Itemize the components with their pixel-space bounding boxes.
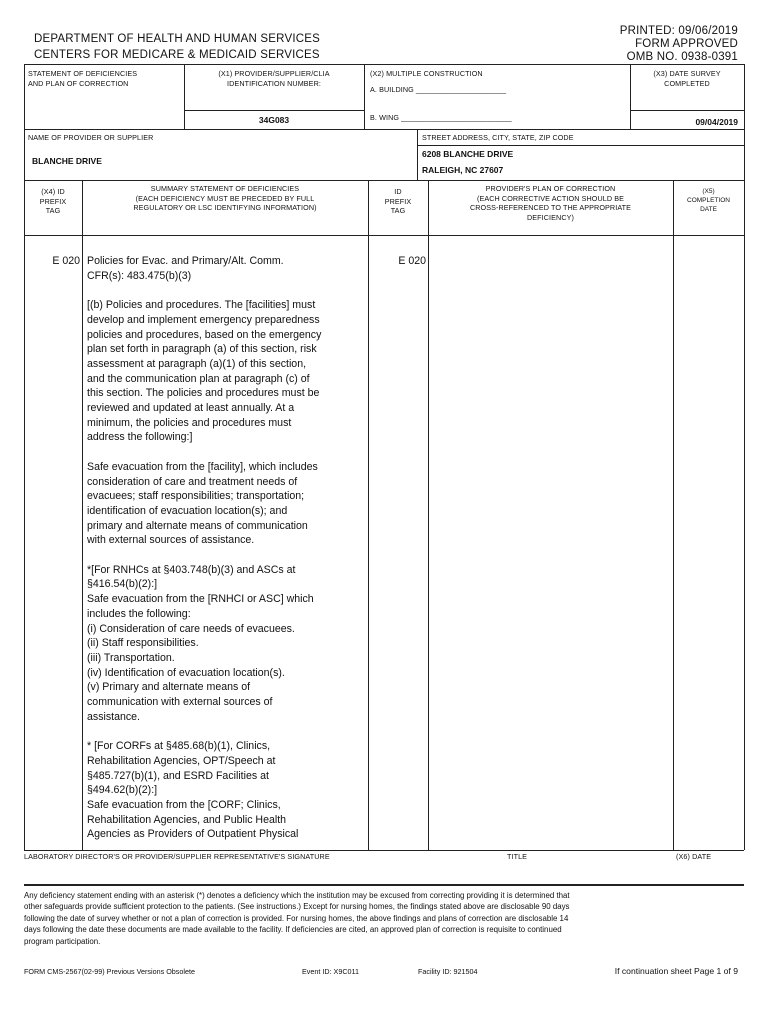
right-prefix-tag: E 020 xyxy=(398,255,426,267)
facility-id: Facility ID: 921504 xyxy=(418,967,478,976)
rule-address-label xyxy=(417,145,744,146)
date-survey-value: 09/04/2019 xyxy=(695,117,738,127)
printed-date: PRINTED: 09/06/2019 xyxy=(619,25,738,37)
building-label: A. BUILDING ______________________ xyxy=(370,85,507,94)
title-label: TITLE xyxy=(507,852,528,861)
provider-name-label: NAME OF PROVIDER OR SUPPLIER xyxy=(28,133,154,142)
rule-x2 xyxy=(364,64,365,129)
summary-paragraph: * [For CORFs at §485.68(b)(1), Clinics, Rehabilitation Agencies, OPT/Speech at §485.727(b)(1), and ESRD Facilities at §494.62(b)(2):] Safe evacuation from the [CORF; Clinics, Rehabilitation Agencies, and Public Health Agencies as Providers of Outpatient Physical xyxy=(87,740,299,841)
form-approved: FORM APPROVED xyxy=(635,38,738,50)
signature-label: LABORATORY DIRECTOR'S OR PROVIDER/SUPPLIER REPRESENTATIVE'S SIGNATURE xyxy=(24,852,330,861)
rule-col4 xyxy=(673,180,674,850)
department-line1: DEPARTMENT OF HEALTH AND HUMAN SERVICES xyxy=(34,33,320,45)
date-label: (X6) DATE xyxy=(676,852,712,861)
disclaimer-text: Any deficiency statement ending with an asterisk (*) denotes a deficiency which the institution may be excused from correcting providing it is determined that other safeguards provide sufficient protection to the patients. (See instructions.) Except for nursing homes, the findings stated above are disclosable 90 days following the date of survey whether or not a plan of correction is provided. For nursing homes, the above findings and plans of correction are disclosable 14 days following the date these documents are made available to the facility. If deficiencies are cited, an approved plan of correction is requisite to continued program participation. xyxy=(24,891,570,946)
event-id: Event ID: X9C011 xyxy=(302,967,359,976)
provider-id-label: (X1) PROVIDER/SUPPLIER/CLIA IDENTIFICATION NUMBER: xyxy=(218,69,330,88)
summary-paragraph: Safe evacuation from the [facility], which includes consideration of care and treatment needs of evacuees; staff responsibilities; transportation; identification of evacuation location(s); and primary and alternate means of communication with external sources of assistance. xyxy=(87,460,318,547)
rule-columns-top xyxy=(24,180,744,181)
rule-top xyxy=(24,64,744,65)
completion-header: (X5) COMPLETION DATE xyxy=(687,188,730,213)
summary-header: SUMMARY STATEMENT OF DEFICIENCIES (EACH DEFICIENCY MUST BE PRECEDED BY FULL REGULATORY OR LSC IDENTIFYING INFORMATION) xyxy=(133,184,317,212)
rule-left xyxy=(24,64,25,850)
deficiency-summary xyxy=(87,254,365,846)
wing-label: B. WING ___________________________ xyxy=(370,113,512,122)
id-prefix-header: ID PREFIX TAG xyxy=(384,187,412,215)
x4-prefix-header: (X4) ID PREFIX TAG xyxy=(39,187,67,215)
address-line2: RALEIGH, NC 27607 xyxy=(422,165,504,175)
summary-paragraph: [(b) Policies and procedures. The [facilities] must develop and implement emergency preparedness policies and procedures, based on the emergency plan set forth in paragraph (a) of this section, risk assessment at paragraph (a)(1) of this section, and the communication plan at paragraph (c) of this section. The policies and procedures must be reviewed and updated at least annually. At a minimum, the policies and procedures must address the following:] xyxy=(87,299,322,444)
statement-label: STATEMENT OF DEFICIENCIES AND PLAN OF CORRECTION xyxy=(28,69,138,88)
department-header xyxy=(34,32,320,63)
left-prefix-tag: E 020 xyxy=(52,255,80,267)
form-id: FORM CMS-2567(02-99) Previous Versions Obsolete xyxy=(24,967,195,976)
continuation-page: If continuation sheet Page 1 of 9 xyxy=(614,966,738,976)
rule-col1 xyxy=(82,180,83,850)
rule-x1-value xyxy=(184,110,364,111)
multiple-construction-label: (X2) MULTIPLE CONSTRUCTION xyxy=(370,69,483,78)
form-header-right xyxy=(620,24,738,65)
summary-paragraph: *[For RNHCs at §403.748(b)(3) and ASCs at §416.54(b)(2):] Safe evacuation from the [RNHCI or ASC] which includes the following: (i) Consideration of care needs of evacuees. (ii) Staff responsibilities. (iii) Transportation. (iv) Identification of evacuation location(s). (v) Primary and alternate means of communication with external sources of assistance. xyxy=(87,563,314,723)
address-label: STREET ADDRESS, CITY, STATE, ZIP CODE xyxy=(422,133,574,142)
provider-id-value: 34G083 xyxy=(258,115,290,125)
rule-x3-value xyxy=(630,110,744,111)
rule-right xyxy=(744,64,745,850)
rule-provider-split xyxy=(417,129,418,180)
rule-provider-top xyxy=(24,129,744,130)
rule-col3 xyxy=(428,180,429,850)
plan-header: PROVIDER'S PLAN OF CORRECTION (EACH CORRECTIVE ACTION SHOULD BE CROSS-REFERENCED TO THE APPROPRIATE DEFICIENCY) xyxy=(469,184,632,222)
rule-col2 xyxy=(368,180,369,850)
rule-disclaimer xyxy=(24,884,744,886)
address-line1: 6208 BLANCHE DRIVE xyxy=(422,149,514,159)
omb-number: OMB NO. 0938-0391 xyxy=(626,51,738,63)
department-line2: CENTERS FOR MEDICARE & MEDICAID SERVICES xyxy=(34,49,320,61)
rule-signature xyxy=(24,850,744,851)
rule-columns-bottom xyxy=(24,235,744,236)
summary-paragraph: Policies for Evac. and Primary/Alt. Comm. CFR(s): 483.475(b)(3) xyxy=(87,255,284,282)
date-survey-label: (X3) DATE SURVEY COMPLETED xyxy=(653,69,721,88)
provider-name-value: BLANCHE DRIVE xyxy=(32,156,102,166)
